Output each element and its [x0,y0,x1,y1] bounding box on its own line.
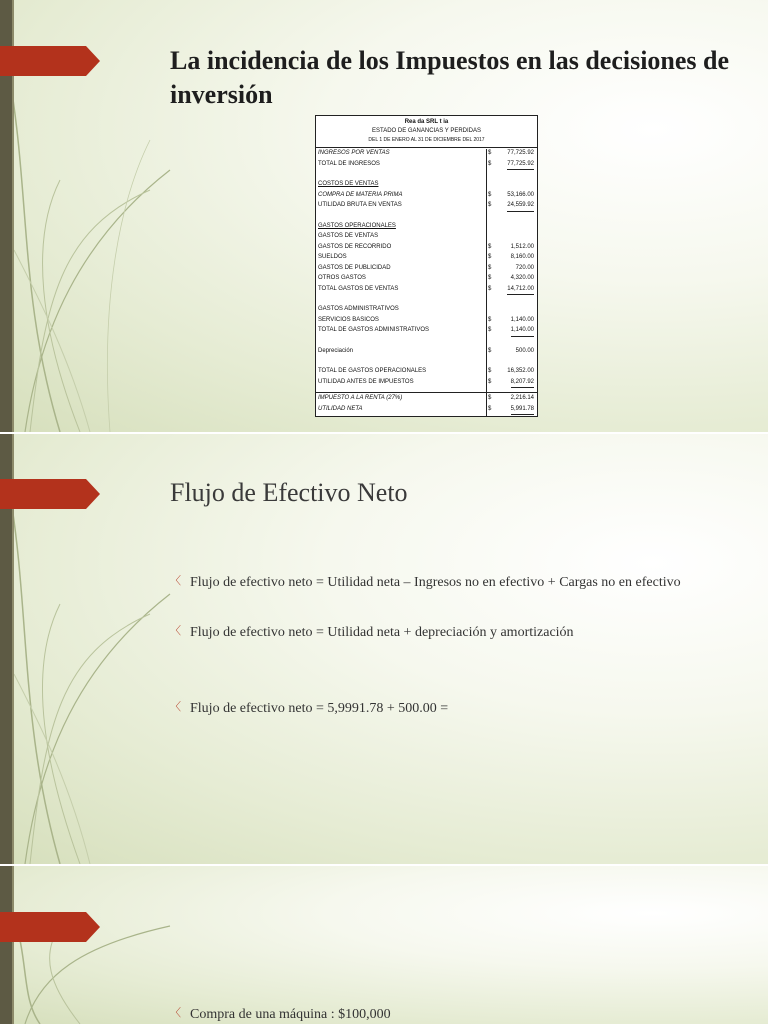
title-arrow-tab [0,479,100,509]
statement-row-currency: $ [488,316,492,323]
statement-row-label: Depreciación [318,347,354,354]
statement-row [316,159,537,170]
statement-row-currency: $ [488,275,492,281]
slide-1 [0,0,768,432]
statement-row-currency: $ [488,191,492,198]
statement-row-label: SUELDOS [318,254,347,260]
statement-row [316,190,537,201]
statement-row-label: GASTOS DE PUBLICIDAD [318,264,391,271]
column-divider [486,149,487,416]
statement-row-label: GASTOS ADMINISTRATIVOS [318,306,399,312]
statement-row-currency: $ [488,243,492,250]
statement-row-label: COMPRA DE MATERIA PRIMA [318,191,403,198]
statement-row-amount: 8,160.00 [510,254,534,260]
statement-row-currency: $ [488,264,492,271]
statement-row-amount: 1,140.00 [511,325,534,337]
statement-row [316,242,537,253]
statement-row [316,179,537,190]
statement-row [316,148,537,159]
slide-title: La incidencia de los Impuestos en las decisiones de inversión [170,46,730,109]
slide-2 [0,434,768,864]
statement-row [316,393,537,404]
statement-row [316,221,537,232]
statement-row-label: TOTAL DE INGRESOS [318,160,380,167]
statement-row-label: UTILIDAD ANTES DE IMPUESTOS [318,378,414,385]
statement-row-label: UTILIDAD BRUTA EN VENTAS [318,202,402,208]
statement-row-currency: $ [488,347,492,354]
statement-row-label: TOTAL DE GASTOS OPERACIONALES [318,368,427,374]
left-accent-bar [0,866,12,1024]
statement-row-amount: 720.00 [515,264,534,271]
statement-row-currency: $ [488,327,492,333]
statement-row [316,315,537,326]
decorative-swirls [0,866,768,1024]
statement-row-amount: 77,725.92 [507,159,534,171]
bullet-arrow-icon: 〈 [170,625,181,637]
title-arrow-tab [0,46,100,76]
statement-row-label: GASTOS DE VENTAS [318,233,379,239]
statement-row-label: IMPUESTO A LA RENTA (27%) [318,395,403,401]
statement-row-currency: $ [488,368,492,374]
statement-row-amount: 24,559.92 [507,200,534,212]
statement-row [316,263,537,274]
statement-row-amount: 8,207.92 [511,377,534,389]
title-arrow-tab [0,912,100,942]
bullet-item: 〈 Flujo de efectivo neto = Utilidad neta – Ingresos no en efectivo + Cargas no en efectivo [170,572,681,591]
statement-row [316,346,537,357]
statement-row [316,366,537,377]
statement-row-amount: 53,166.00 [507,191,534,198]
financial-statement [315,115,538,417]
statement-row-amount: 5,991.78 [511,404,534,416]
statement-row-label: GASTOS DE RECORRIDO [318,243,392,250]
statement-row [316,252,537,263]
statement-row-currency: $ [488,150,492,156]
statement-period: DEL 1 DE ENERO AL 31 DE DICIEMBRE DEL 2017 [368,137,485,143]
statement-heading: ESTADO DE GANANCIAS Y PERDIDAS [371,128,482,134]
statement-row-label: GASTOS OPERACIONALES [318,222,396,229]
statement-row-label: TOTAL DE GASTOS ADMINISTRATIVOS [318,327,430,333]
statement-row-currency: $ [488,254,492,260]
statement-company: Rea da SRL t ia [404,119,449,125]
statement-row-amount: 77,725.92 [507,150,534,156]
statement-row-amount: 1,512.00 [510,243,534,250]
statement-row-amount: 1,140.00 [510,316,534,323]
statement-row-label: TOTAL GASTOS DE VENTAS [318,285,399,292]
statement-row [316,377,537,388]
statement-row-amount: 16,352.00 [507,368,534,374]
statement-row-currency: $ [488,395,492,401]
statement-row-label: SERVICIOS BASICOS [318,316,379,323]
statement-row [316,404,537,415]
statement-row-label: OTROS GASTOS [318,275,366,281]
statement-row [316,273,537,284]
statement-row-currency: $ [488,405,492,412]
statement-row-label: UTILIDAD NETA [318,405,363,412]
statement-row-amount: 500.00 [515,347,534,354]
bullet-arrow-icon: 〈 [170,1007,181,1019]
statement-row-amount: 2,216.14 [510,395,534,401]
statement-row [316,284,537,295]
statement-row [316,231,537,242]
statement-row [316,200,537,211]
bullet-item: 〈 Flujo de efectivo neto = 5,9991.78 + 500.00 = [170,698,448,717]
statement-row-currency: $ [488,202,492,208]
slide-3 [0,866,768,1024]
statement-row [316,325,537,336]
bullet-arrow-icon: 〈 [170,575,181,587]
statement-row-currency: $ [488,160,492,167]
statement-row-amount: 4,320.00 [510,275,534,281]
statement-row-currency: $ [488,378,492,385]
statement-row-currency: $ [488,285,492,292]
bullet-item: 〈 Compra de una máquina : $100,000 [170,1004,391,1023]
statement-row-label: INGRESOS POR VENTAS [318,150,390,156]
slide-title: Flujo de Efectivo Neto [170,478,408,507]
bullet-item: 〈 Flujo de efectivo neto = Utilidad neta + depreciación y amortización [170,622,574,641]
statement-row-label: COSTOS DE VENTAS [318,181,379,187]
statement-row [316,304,537,315]
statement-rows [316,148,537,414]
statement-row-amount: 14,712.00 [507,284,534,296]
bullet-arrow-icon: 〈 [170,701,181,713]
